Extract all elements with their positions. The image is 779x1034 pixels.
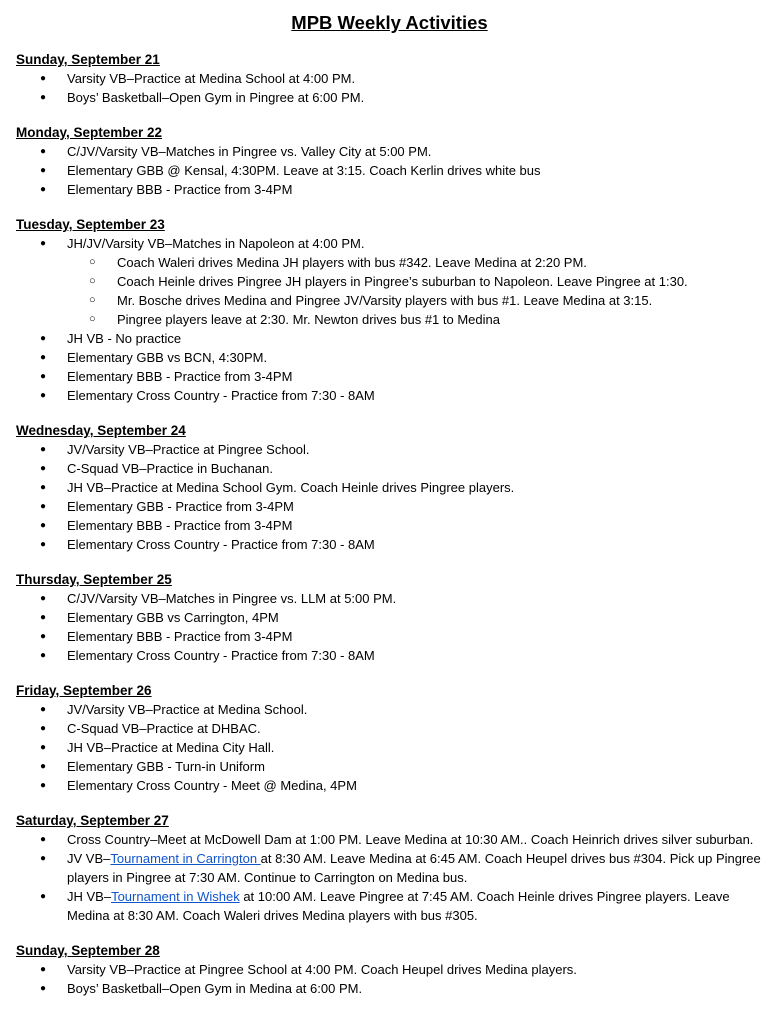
activity-item <box>16 830 771 849</box>
day-heading: Sunday, September 21 <box>16 52 160 67</box>
activity-item <box>16 161 771 180</box>
day-section <box>0 570 771 665</box>
activity-list <box>16 960 771 998</box>
activity-text: Elementary BBB - Practice from 3-4PM <box>67 629 293 644</box>
activity-text: JV/Varsity VB–Practice at Medina School. <box>67 702 308 717</box>
activity-text: JH/JV/Varsity VB–Matches in Napoleon at 4:00 PM. <box>67 236 365 251</box>
activity-item <box>16 589 771 608</box>
activity-text: JH VB–Practice at Medina City Hall. <box>67 740 275 755</box>
day-section <box>0 681 771 795</box>
activity-item <box>16 627 771 646</box>
day-heading: Wednesday, September 24 <box>16 423 186 438</box>
day-heading: Friday, September 26 <box>16 683 152 698</box>
activity-text: Elementary GBB - Turn-in Uniform <box>67 759 265 774</box>
activity-item <box>16 88 771 107</box>
activity-item <box>16 516 771 535</box>
activity-text: Boys’ Basketball–Open Gym in Pingree at 6:00 PM. <box>67 90 365 105</box>
activity-text: Elementary Cross Country - Practice from 7:30 - 8AM <box>67 537 375 552</box>
activity-list <box>16 440 771 554</box>
activity-text: JH VB–Practice at Medina School Gym. Coach Heinle drives Pingree players. <box>67 480 515 495</box>
activity-text: JH VB - No practice <box>67 331 182 346</box>
day-heading: Monday, September 22 <box>16 125 163 140</box>
day-section <box>0 941 771 998</box>
activity-item <box>16 979 771 998</box>
activity-item <box>16 849 771 887</box>
activity-list <box>16 69 771 107</box>
activity-text: JV/Varsity VB–Practice at Pingree School. <box>67 442 310 457</box>
activity-text: Elementary GBB - Practice from 3-4PM <box>67 499 294 514</box>
tournament-link[interactable]: Tournament in Carrington <box>110 851 261 866</box>
day-section <box>0 123 771 199</box>
activity-item <box>16 738 771 757</box>
activity-item <box>16 142 771 161</box>
activity-item <box>16 776 771 795</box>
activity-item <box>16 440 771 459</box>
activity-subitem: ○ Mr. Bosche drives Medina and Pingree JV/Varsity players with bus #1. Leave Medina at 3:15. <box>16 291 771 310</box>
activity-list <box>16 700 771 795</box>
activity-item <box>16 180 771 199</box>
activity-text: Elementary BBB - Practice from 3-4PM <box>67 369 293 384</box>
activity-text: Boys’ Basketball–Open Gym in Medina at 6:00 PM. <box>67 981 363 996</box>
activity-text: JV VB– <box>67 851 111 866</box>
activity-item <box>16 700 771 719</box>
activity-text: C/JV/Varsity VB–Matches in Pingree vs. Valley City at 5:00 PM. <box>67 144 432 159</box>
activity-item <box>16 535 771 554</box>
activity-text-after: at 10:00 AM. Leave Pingree at 7:45 AM. Coach Heinle drives Pingree players. Leave Medina at 8:30 AM. Coach Waleri drives Medina players with bus #305. <box>67 889 730 923</box>
activity-item <box>16 329 771 348</box>
activity-text: Varsity VB–Practice at Medina School at 4:00 PM. <box>67 71 356 86</box>
activity-item <box>16 757 771 776</box>
day-heading: Sunday, September 28 <box>16 943 160 958</box>
activity-list <box>16 234 771 405</box>
activity-item <box>16 234 771 253</box>
activity-text: Elementary GBB vs Carrington, 4PM <box>67 610 279 625</box>
activity-item <box>16 69 771 88</box>
day-section <box>0 811 771 925</box>
tournament-link[interactable]: Tournament in Wishek <box>111 889 240 904</box>
day-section <box>0 421 771 554</box>
activity-text: Elementary BBB - Practice from 3-4PM <box>67 182 293 197</box>
activity-subitem: ○ Pingree players leave at 2:30. Mr. Newton drives bus #1 to Medina <box>16 310 771 329</box>
weekly-schedule <box>0 50 779 998</box>
activity-text: Elementary Cross Country - Meet @ Medina, 4PM <box>67 778 357 793</box>
activity-item <box>16 887 771 925</box>
activity-text: JH VB– <box>67 889 112 904</box>
activity-text: Elementary Cross Country - Practice from 7:30 - 8AM <box>67 648 375 663</box>
activity-text: C/JV/Varsity VB–Matches in Pingree vs. LLM at 5:00 PM. <box>67 591 397 606</box>
activity-text: Elementary BBB - Practice from 3-4PM <box>67 518 293 533</box>
day-heading: Saturday, September 27 <box>16 813 169 828</box>
day-heading: Thursday, September 25 <box>16 572 172 587</box>
activity-list <box>16 589 771 665</box>
activity-text: Elementary GBB @ Kensal, 4:30PM. Leave at 3:15. Coach Kerlin drives white bus <box>67 163 541 178</box>
document-title: MPB Weekly Activities <box>291 12 488 33</box>
day-section <box>0 215 771 405</box>
activity-item <box>16 497 771 516</box>
day-section <box>0 50 771 107</box>
activity-item <box>16 348 771 367</box>
day-heading: Tuesday, September 23 <box>16 217 165 232</box>
activity-item <box>16 386 771 405</box>
activity-subitem: ○ Coach Heinle drives Pingree JH players in Pingree’s suburban to Napoleon. Leave Pingree at 1:30. <box>16 272 771 291</box>
activity-item <box>16 960 771 979</box>
activity-item <box>16 608 771 627</box>
activity-item <box>16 367 771 386</box>
activity-item <box>16 478 771 497</box>
activity-text-after: at 8:30 AM. Leave Medina at 6:45 AM. Coach Heupel drives bus #304. Pick up Pingree players in Pingree at 7:30 AM. Continue to Carrington on Medina bus. <box>67 851 761 885</box>
activity-text: C-Squad VB–Practice in Buchanan. <box>67 461 273 476</box>
activity-text: Cross Country–Meet at McDowell Dam at 1:00 PM. Leave Medina at 10:30 AM.. Coach Heinrich drives silver suburban. <box>67 832 754 847</box>
activity-list <box>16 142 771 199</box>
activity-list <box>16 830 771 925</box>
activity-item <box>16 459 771 478</box>
activity-subitem: ○ Coach Waleri drives Medina JH players with bus #342. Leave Medina at 2:20 PM. <box>16 253 771 272</box>
activity-text: Varsity VB–Practice at Pingree School at 4:00 PM. Coach Heupel drives Medina players. <box>67 962 577 977</box>
activity-text: Elementary Cross Country - Practice from 7:30 - 8AM <box>67 388 375 403</box>
activity-item <box>16 719 771 738</box>
activity-item <box>16 646 771 665</box>
activity-text: C-Squad VB–Practice at DHBAC. <box>67 721 261 736</box>
activity-text: Elementary GBB vs BCN, 4:30PM. <box>67 350 268 365</box>
